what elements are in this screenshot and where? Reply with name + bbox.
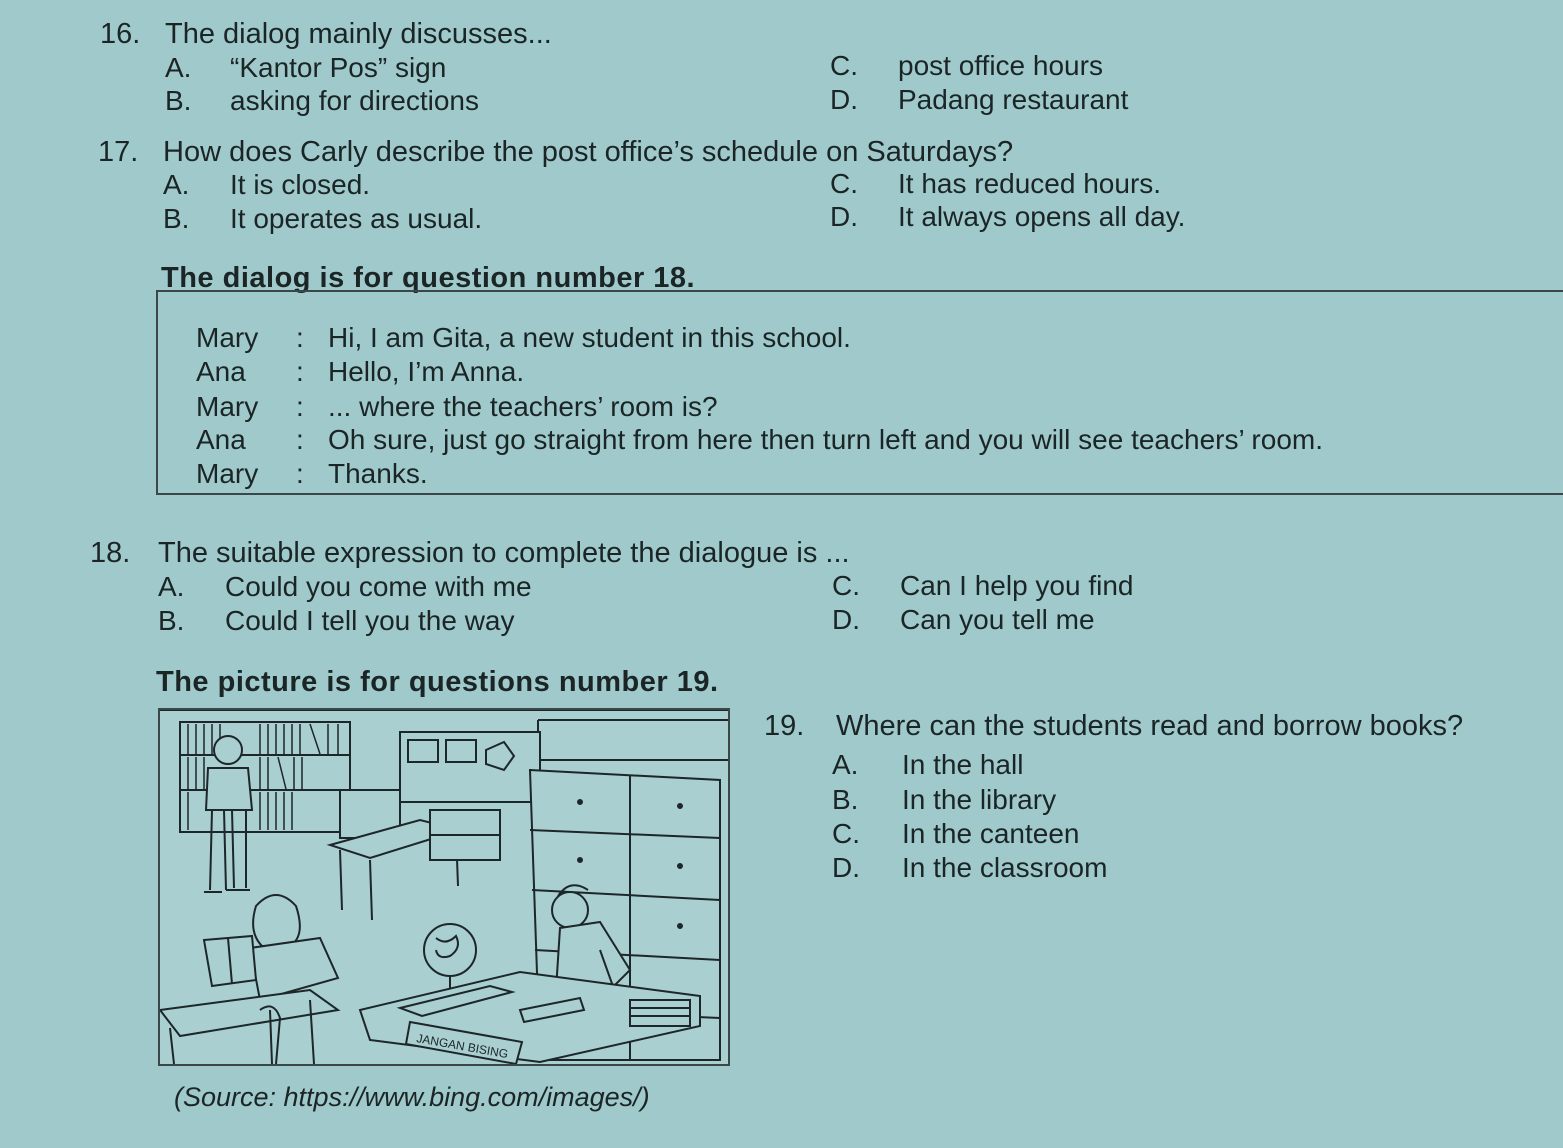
q17-option-d-letter[interactable]: D. xyxy=(830,201,858,232)
dialog-colon: : xyxy=(296,322,304,353)
q17-option-c-letter[interactable]: C. xyxy=(830,168,858,199)
q17-option-a-text[interactable]: It is closed. xyxy=(230,169,371,200)
dialog-text: ... where the teachers’ room is? xyxy=(328,391,718,422)
desk-sign-text: JANGAN BISING xyxy=(415,1031,510,1062)
picture-source: (Source: https://www.bing.com/images/) xyxy=(174,1082,650,1112)
dialog-speaker: Mary xyxy=(196,322,259,353)
q16-option-c-letter[interactable]: C. xyxy=(830,50,858,81)
q18-option-d-text[interactable]: Can you tell me xyxy=(900,604,1095,635)
dialog-speaker: Mary xyxy=(196,458,259,489)
q19-option-c-letter[interactable]: C. xyxy=(832,818,860,849)
q16-option-b-text[interactable]: asking for directions xyxy=(230,85,480,116)
dialog-text: Hi, I am Gita, a new student in this school. xyxy=(328,322,851,353)
q19-option-a-letter[interactable]: A. xyxy=(832,749,859,780)
library-illustration xyxy=(158,708,730,1066)
q17-option-d-text[interactable]: It always opens all day. xyxy=(898,201,1186,232)
q18-option-b-text[interactable]: Could I tell you the way xyxy=(225,605,515,636)
dialog-speaker: Ana xyxy=(196,356,246,387)
q19-option-a-text[interactable]: In the hall xyxy=(902,749,1024,780)
q17-number: 17. xyxy=(98,136,139,168)
q18-option-a-text[interactable]: Could you come with me xyxy=(225,571,532,602)
picture-intro: The picture is for questions number 19. xyxy=(156,666,719,698)
q17-option-c-text[interactable]: It has reduced hours. xyxy=(898,168,1162,199)
q17-option-b-letter[interactable]: B. xyxy=(163,203,190,234)
dialog-colon: : xyxy=(296,458,304,489)
q17-option-b-text[interactable]: It operates as usual. xyxy=(230,203,483,234)
dialog-colon: : xyxy=(296,356,304,387)
q18-option-d-letter[interactable]: D. xyxy=(832,604,860,635)
q18-option-a-letter[interactable]: A. xyxy=(158,571,185,602)
dialog-text: Oh sure, just go straight from here then turn left and you will see teachers’ room. xyxy=(328,424,1323,455)
q16-option-b-letter[interactable]: B. xyxy=(165,85,192,116)
q16-option-a-text[interactable]: “Kantor Pos” sign xyxy=(230,52,447,83)
dialog-box xyxy=(156,290,1563,495)
q19-option-d-letter[interactable]: D. xyxy=(832,852,860,883)
q17-text: How does Carly describe the post office’s schedule on Saturdays? xyxy=(163,136,1014,168)
q18-text: The suitable expression to complete the dialogue is ... xyxy=(158,537,850,569)
dialog-speaker: Mary xyxy=(196,391,259,422)
dialog-colon: : xyxy=(296,424,304,455)
q18-number: 18. xyxy=(90,537,131,569)
q16-number: 16. xyxy=(100,18,141,50)
q19-number: 19. xyxy=(764,710,805,742)
dialog-intro: The dialog is for question number 18. xyxy=(161,262,696,294)
q19-text: Where can the students read and borrow books? xyxy=(836,710,1464,742)
dialog-speaker: Ana xyxy=(196,424,246,455)
q16-option-d-text[interactable]: Padang restaurant xyxy=(898,84,1129,115)
q19-option-b-letter[interactable]: B. xyxy=(832,784,859,815)
q16-option-c-text[interactable]: post office hours xyxy=(898,50,1103,81)
q16-option-a-letter[interactable]: A. xyxy=(165,52,192,83)
q16-text: The dialog mainly discusses... xyxy=(165,18,552,50)
q18-option-b-letter[interactable]: B. xyxy=(158,605,185,636)
q18-option-c-letter[interactable]: C. xyxy=(832,570,860,601)
dialog-colon: : xyxy=(296,391,304,422)
q19-option-d-text[interactable]: In the classroom xyxy=(902,852,1108,883)
q18-option-c-text[interactable]: Can I help you find xyxy=(900,570,1134,601)
dialog-text: Hello, I’m Anna. xyxy=(328,356,525,387)
q16-option-d-letter[interactable]: D. xyxy=(830,84,858,115)
q19-option-b-text[interactable]: In the library xyxy=(902,784,1057,815)
library-drawing xyxy=(160,710,728,1064)
dialog-text: Thanks. xyxy=(328,458,428,489)
q19-option-c-text[interactable]: In the canteen xyxy=(902,818,1080,849)
q17-option-a-letter[interactable]: A. xyxy=(163,169,190,200)
